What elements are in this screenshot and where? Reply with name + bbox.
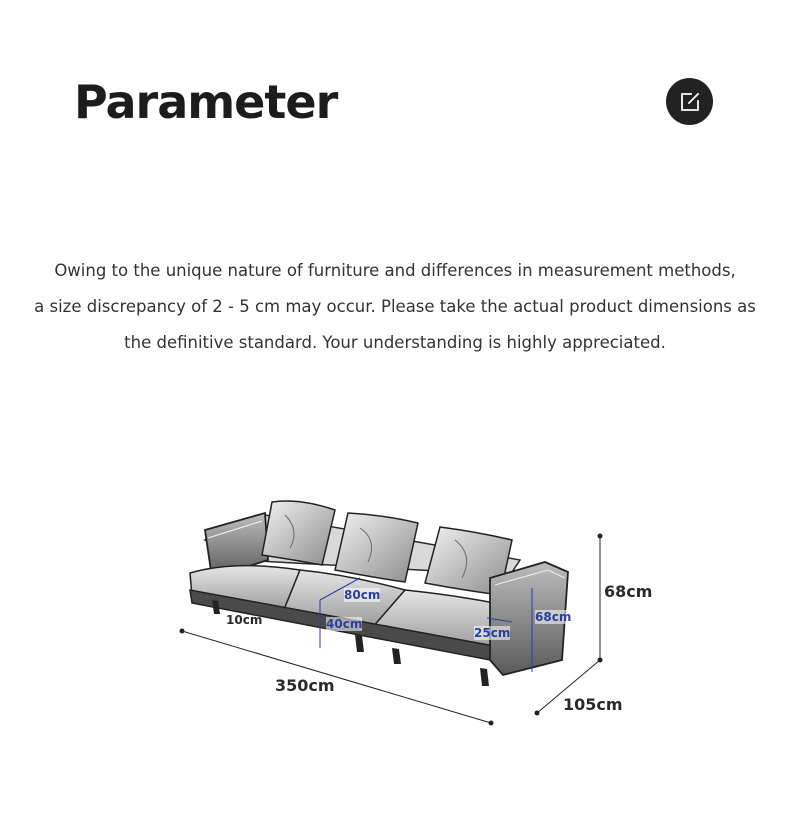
sofa-leg [480, 668, 489, 686]
width-label: 350cm [275, 676, 335, 695]
depth-label: 105cm [563, 695, 623, 714]
arm-height-label: 68cm [535, 610, 572, 624]
sofa-dimension-diagram [0, 480, 790, 750]
page-title: Parameter [74, 75, 338, 129]
sofa-leg [355, 635, 364, 652]
pillow-2 [335, 513, 418, 582]
notice-line: Owing to the unique nature of furniture and differences in measurement methods, [54, 261, 736, 280]
sofa-illustration [0, 480, 790, 750]
height-label: 68cm [604, 582, 653, 601]
edit-button[interactable] [666, 78, 713, 125]
arm-width-label: 25cm [474, 626, 511, 640]
notice-line: the definitive standard. Your understanding is highly appreciated. [124, 333, 666, 352]
edit-icon [678, 90, 702, 114]
measurement-notice [0, 253, 790, 361]
leg-height-label: 10cm [226, 613, 263, 627]
pillow-1 [262, 501, 335, 565]
seat-height-label: 40cm [326, 617, 363, 631]
sofa-leg [392, 648, 401, 664]
notice-line: a size discrepancy of 2 - 5 cm may occur. Please take the actual product dimensions as [34, 297, 756, 316]
seat-depth-label: 80cm [344, 588, 381, 602]
